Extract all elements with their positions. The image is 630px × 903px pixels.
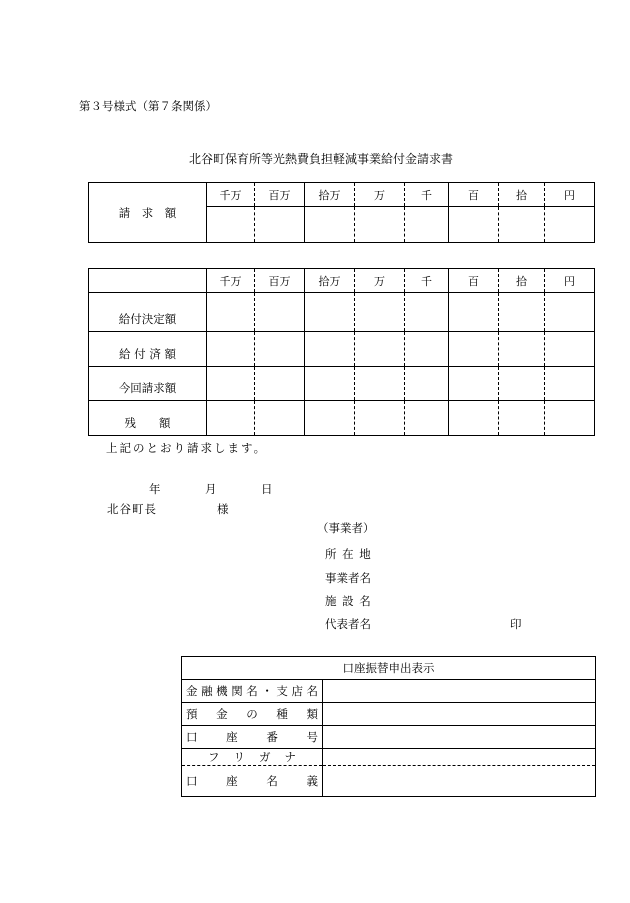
digit-header: 千万: [207, 269, 255, 293]
amount-cell[interactable]: [545, 401, 595, 436]
row-label-decided: 給付決定額: [89, 293, 207, 332]
amount-cell[interactable]: [255, 332, 305, 367]
amount-cell[interactable]: [449, 401, 499, 436]
amount-cell[interactable]: [255, 207, 305, 243]
amount-cell[interactable]: [255, 293, 305, 332]
digit-header: 円: [545, 269, 595, 293]
digit-header: 円: [545, 183, 595, 207]
amount-cell[interactable]: [499, 401, 545, 436]
amount-cell[interactable]: [207, 293, 255, 332]
table-row: [182, 749, 596, 766]
seal-mark: 印: [510, 617, 522, 631]
applicant-operator-label: 事業者名: [325, 571, 371, 585]
request-statement: 上記のとおり請求します。: [106, 441, 268, 455]
account-number-field[interactable]: [323, 726, 596, 749]
applicant-representative-label: 代表者名: [325, 617, 371, 631]
table-row: [182, 703, 596, 726]
amount-cell[interactable]: [405, 367, 449, 401]
deposit-type-field[interactable]: [323, 703, 596, 726]
detail-amount-table: [88, 268, 595, 436]
amount-cell[interactable]: [405, 401, 449, 436]
digit-header: 拾: [499, 269, 545, 293]
amount-cell[interactable]: [499, 207, 545, 243]
furigana-label: フ リ ガ ナ: [182, 749, 323, 766]
digit-header: 百: [449, 183, 499, 207]
amount-cell[interactable]: [405, 332, 449, 367]
digit-header: 千: [405, 269, 449, 293]
digit-header: 千: [405, 183, 449, 207]
amount-cell[interactable]: [545, 207, 595, 243]
furigana-field[interactable]: [323, 749, 596, 766]
amount-cell[interactable]: [545, 332, 595, 367]
digit-header: 拾万: [305, 269, 355, 293]
amount-cell[interactable]: [355, 332, 405, 367]
amount-cell[interactable]: [499, 367, 545, 401]
amount-cell[interactable]: [355, 401, 405, 436]
table-row: [89, 332, 595, 367]
bank-table-heading: 口座振替申出表示: [182, 657, 596, 680]
amount-cell[interactable]: [207, 207, 255, 243]
table-row: [182, 680, 596, 703]
account-holder-field[interactable]: [323, 766, 596, 797]
date-month: 月: [205, 482, 217, 496]
amount-cell[interactable]: [305, 367, 355, 401]
digit-header: 百万: [255, 183, 305, 207]
amount-cell[interactable]: [355, 207, 405, 243]
addressee-honorific: 様: [217, 502, 229, 516]
amount-cell[interactable]: [305, 293, 355, 332]
table-row: [89, 293, 595, 332]
row-label-current: 今回請求額: [89, 367, 207, 401]
amount-cell[interactable]: [207, 367, 255, 401]
amount-cell[interactable]: [545, 367, 595, 401]
amount-cell[interactable]: [305, 332, 355, 367]
amount-cell[interactable]: [355, 367, 405, 401]
digit-header: 千万: [207, 183, 255, 207]
bank-name-label: 金 融 機 関 名 ・ 支 店 名: [182, 680, 323, 703]
row-label-balance: 残 額: [89, 401, 207, 436]
applicant-address-label: 所 在 地: [325, 547, 372, 561]
account-number-label: 口 座 番 号: [182, 726, 323, 749]
digit-header: 拾万: [305, 183, 355, 207]
amount-cell[interactable]: [449, 293, 499, 332]
amount-cell[interactable]: [545, 293, 595, 332]
digit-header: 万: [355, 183, 405, 207]
bank-transfer-table: [181, 656, 596, 797]
bank-name-field[interactable]: [323, 680, 596, 703]
digit-header: 万: [355, 269, 405, 293]
table-row: [182, 726, 596, 749]
table-row: [89, 367, 595, 401]
applicant-facility-label: 施 設 名: [325, 594, 372, 608]
claim-amount-label: 請 求 額: [89, 183, 207, 243]
amount-cell[interactable]: [449, 367, 499, 401]
account-holder-label: 口 座 名 義: [182, 766, 323, 797]
table-row: [89, 401, 595, 436]
deposit-type-label: 預 金 の 種 類: [182, 703, 323, 726]
detail-header-blank: [89, 269, 207, 293]
date-year: 年: [149, 482, 161, 496]
table-row: [182, 766, 596, 797]
amount-cell[interactable]: [207, 332, 255, 367]
amount-cell[interactable]: [305, 401, 355, 436]
amount-cell[interactable]: [255, 401, 305, 436]
form-number: 第３号様式（第７条関係）: [79, 99, 217, 113]
amount-cell[interactable]: [355, 293, 405, 332]
claim-amount-table: [88, 182, 595, 243]
amount-cell[interactable]: [499, 332, 545, 367]
amount-cell[interactable]: [405, 207, 449, 243]
row-label-paid: 給 付 済 額: [89, 332, 207, 367]
date-day: 日: [261, 482, 273, 496]
amount-cell[interactable]: [255, 367, 305, 401]
amount-cell[interactable]: [207, 401, 255, 436]
amount-cell[interactable]: [305, 207, 355, 243]
form-title: 北谷町保育所等光熱費負担軽減事業給付金請求書: [189, 152, 454, 166]
addressee-name: 北谷町長: [107, 502, 157, 516]
amount-cell[interactable]: [499, 293, 545, 332]
amount-cell[interactable]: [449, 207, 499, 243]
amount-cell[interactable]: [449, 332, 499, 367]
digit-header: 百: [449, 269, 499, 293]
digit-header: 拾: [499, 183, 545, 207]
applicant-heading: （事業者）: [317, 521, 375, 535]
digit-header: 百万: [255, 269, 305, 293]
amount-cell[interactable]: [405, 293, 449, 332]
